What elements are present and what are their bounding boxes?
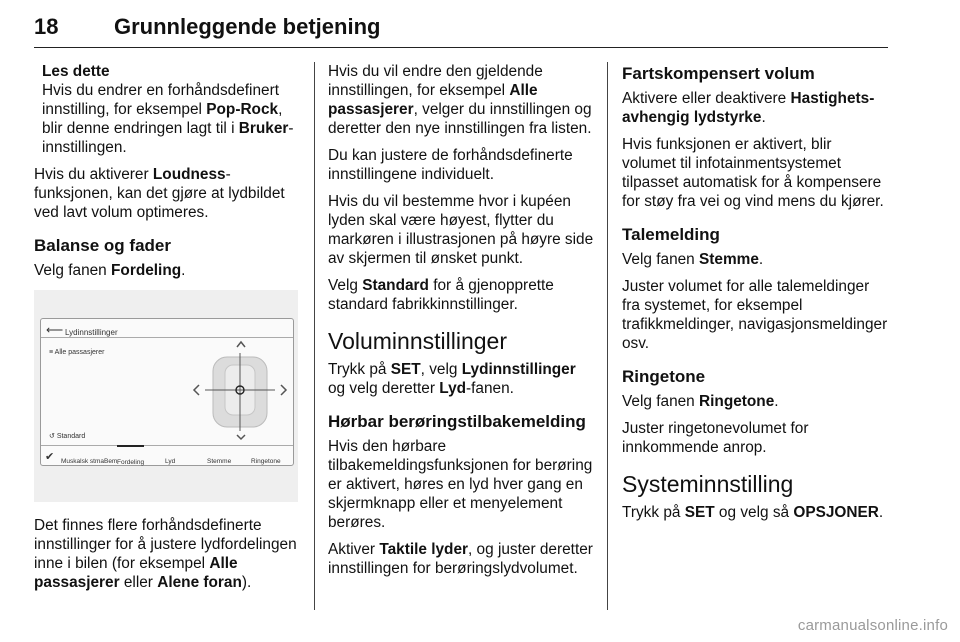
column-divider (607, 62, 608, 610)
paragraph: Det finnes flere forhåndsdefinerte innstillinger for å justere lydfordelingen inne i bilen (for eksempel Alle passasjerer eller Alene foran). (34, 517, 297, 591)
paragraph: Trykk på SET og velg så OPSJONER. (622, 504, 884, 521)
paragraph: Hvis den hørbare tilbakemeldingsfunksjonen for berøring er aktivert, høres en lyd hver gang en skjermknapp eller et menyelement berøres. (328, 438, 593, 531)
section-heading: Ringetone (622, 367, 706, 386)
page-title: Grunnleggende betjening (114, 14, 381, 39)
watermark: carmanualsonline.info (797, 617, 948, 634)
tab-fordeling: Fordeling (117, 445, 144, 472)
cabin-seat-diagram (191, 339, 289, 441)
chapter-heading: Systeminnstilling (622, 471, 794, 497)
paragraph: Hvis funksjonen er aktivert, blir volumet til infotainmentsystemet tilpasset automatisk for å kompensere for støy fra vei og vind mens du kjører. (622, 136, 884, 210)
down-arrow-icon (237, 435, 245, 439)
paragraph: Aktivere eller deaktivere Hastighets-avhengig lydstyrke. (622, 90, 875, 126)
column-1 (34, 62, 300, 600)
up-arrow-icon (237, 342, 245, 347)
paragraph: Juster volumet for alle talemeldinger fra systemet, for eksempel trafikkmeldinger, navigasjonsmeldinger osv. (622, 278, 888, 352)
check-icon: ✔ (45, 451, 55, 463)
column-divider (314, 62, 315, 610)
header-rule (34, 47, 888, 48)
paragraph: Hvis du vil bestemme hvor i kupéen lyden skal være høyest, flytter du markøren i illustrasjonen på høyre side av skjermen til ønsket punkt. (328, 193, 594, 267)
tab-bar (41, 445, 293, 465)
screen-mockup (40, 318, 294, 466)
paragraph: Trykk på SET, velg Lydinnstillinger og velg deretter Lyd-fanen. (328, 361, 576, 397)
standard-option: ↺ Standard (49, 433, 86, 440)
paragraph: Hvis du aktiverer Loudness-funksjonen, kan det gjøre at lydbildet ved lavt volum optimeres. (34, 166, 285, 221)
divider (41, 337, 293, 338)
preset-option: ≡ Alle passasjerer (49, 349, 105, 356)
section-heading: Fartskompensert volum (622, 64, 815, 83)
paragraph: Velg fanen Ringetone. (622, 393, 779, 410)
section-heading: Balanse og fader (34, 236, 171, 255)
section-heading: Hørbar berøringstilbakemelding (328, 412, 586, 431)
left-arrow-icon (194, 385, 199, 395)
tab-lyd: Lyd (165, 458, 176, 465)
paragraph: Velg Standard for å gjenopprette standard fabrikkinnstillinger. (328, 277, 554, 313)
column-2 (328, 62, 594, 586)
tab-ringetone: Ringetone (251, 458, 281, 465)
tab-stemme: Stemme (207, 458, 232, 465)
note-heading: Les dette (42, 63, 110, 80)
right-arrow-icon (281, 385, 286, 395)
sound-settings-illustration (34, 290, 298, 502)
tab-music: Muskalsk stmaBem (61, 458, 118, 465)
column-3 (622, 62, 888, 530)
note-text: Hvis du endrer en forhåndsdefinert innstilling, for eksempel Pop-Rock, blir denne endringen lagt til i Bruker-innstillingen. (42, 82, 294, 156)
paragraph: Velg fanen Stemme. (622, 251, 764, 268)
page-number: 18 (34, 14, 59, 39)
paragraph: Juster ringetonevolumet for innkommende anrop. (622, 420, 809, 456)
section-heading: Talemelding (622, 225, 720, 244)
screen-title: Lydinnstillinger (65, 328, 118, 337)
paragraph: Aktiver Taktile lyder, og juster deretter innstillingen for berøringslydvolumet. (328, 541, 593, 577)
chapter-heading: Voluminnstillinger (328, 328, 507, 354)
paragraph: Velg fanen Fordeling. (34, 262, 186, 279)
page-header (34, 10, 894, 44)
back-arrow-icon: ⟵ (46, 323, 64, 337)
paragraph: Du kan justere de forhåndsdefinerte innstillingene individuelt. (328, 147, 573, 183)
paragraph: Hvis du vil endre den gjeldende innstillingen, for eksempel Alle passasjerer, velger du innstillingen og deretter den nye innstillingen fra listen. (328, 63, 592, 137)
note-box (34, 62, 300, 157)
